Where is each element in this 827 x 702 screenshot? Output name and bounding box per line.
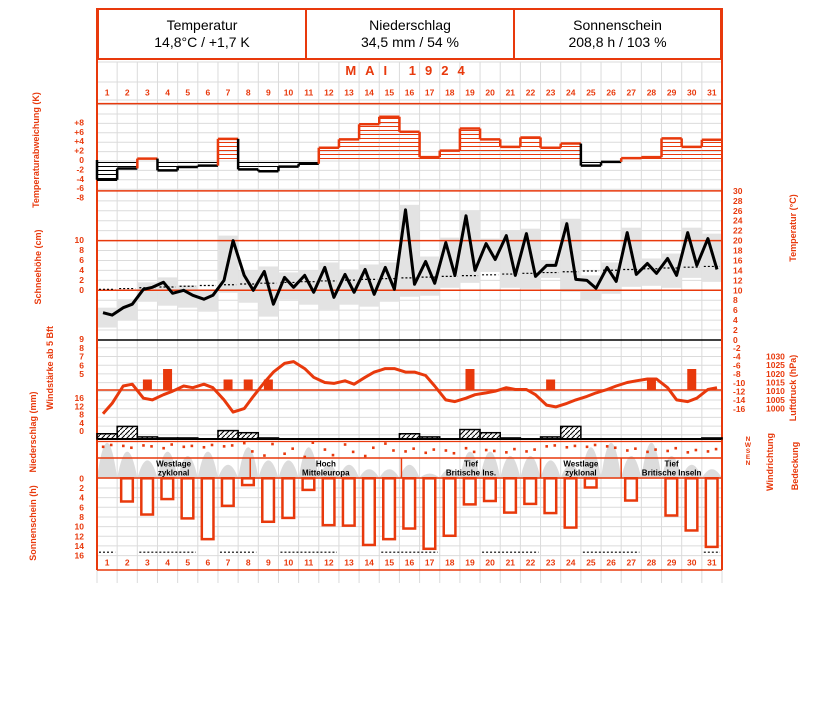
header-precipitation <box>307 8 513 60</box>
svg-text:4: 4 <box>165 557 170 568</box>
svg-text:-6: -6 <box>76 183 84 194</box>
svg-text:2: 2 <box>733 325 738 336</box>
header-sunshine-title: Sonnenschein <box>573 17 662 33</box>
svg-text:Tief: Tief <box>463 459 479 469</box>
svg-text:zyklonal: zyklonal <box>565 468 597 478</box>
svg-text:9: 9 <box>266 557 271 568</box>
svg-text:8: 8 <box>79 245 84 255</box>
svg-text:14: 14 <box>364 557 374 568</box>
svg-text:+4: +4 <box>74 136 84 147</box>
svg-text:26: 26 <box>606 87 616 98</box>
svg-text:23: 23 <box>545 557 556 568</box>
svg-text:13: 13 <box>344 557 354 568</box>
svg-text:4: 4 <box>79 417 84 428</box>
svg-text:-6: -6 <box>733 360 741 371</box>
svg-text:6: 6 <box>205 87 211 98</box>
svg-text:0: 0 <box>79 473 84 484</box>
svg-text:Britische Inseln: Britische Inseln <box>641 468 702 478</box>
svg-text:-8: -8 <box>733 369 741 380</box>
svg-text:8: 8 <box>733 295 738 306</box>
svg-text:27: 27 <box>626 87 637 98</box>
svg-text:11: 11 <box>304 87 314 98</box>
svg-text:10: 10 <box>283 87 294 98</box>
svg-text:15: 15 <box>384 87 395 98</box>
svg-text:1030: 1030 <box>766 351 785 362</box>
svg-text:14: 14 <box>74 540 84 551</box>
svg-text:19: 19 <box>465 557 475 568</box>
precipitation-bars <box>97 426 722 439</box>
svg-text:12: 12 <box>74 401 84 412</box>
svg-text:11: 11 <box>304 557 314 568</box>
axis-label-wind-direction: Windrichtung <box>765 433 775 491</box>
svg-text:28: 28 <box>646 87 657 98</box>
svg-text:10: 10 <box>283 557 294 568</box>
svg-text:12: 12 <box>74 531 84 542</box>
pressure-curve <box>103 362 717 414</box>
svg-text:1: 1 <box>104 557 110 568</box>
svg-text:Westlage: Westlage <box>156 459 192 469</box>
svg-text:0: 0 <box>733 335 738 345</box>
axis-label-wind-strength: Windstärke ab 5 Bft <box>45 326 55 410</box>
svg-text:N: N <box>745 460 751 467</box>
svg-text:18: 18 <box>445 87 455 98</box>
svg-text:31: 31 <box>707 557 717 568</box>
svg-text:S: S <box>745 448 751 455</box>
svg-text:+8: +8 <box>74 117 84 128</box>
svg-text:12: 12 <box>324 557 334 568</box>
svg-text:1010: 1010 <box>766 386 785 397</box>
svg-text:16: 16 <box>74 550 84 561</box>
svg-text:24: 24 <box>733 215 743 226</box>
svg-text:20: 20 <box>485 87 495 98</box>
header-temperature-title: Temperatur <box>166 17 238 33</box>
svg-text:Mitteleuropa: Mitteleuropa <box>302 468 350 478</box>
svg-text:1015: 1015 <box>766 377 785 388</box>
svg-text:30: 30 <box>687 557 697 568</box>
svg-text:30: 30 <box>733 185 743 196</box>
svg-text:0: 0 <box>79 285 84 295</box>
svg-text:-2: -2 <box>76 164 84 175</box>
svg-text:2: 2 <box>124 557 130 568</box>
header-temperature <box>99 8 305 60</box>
svg-text:7: 7 <box>225 557 231 568</box>
svg-text:29: 29 <box>666 557 677 568</box>
svg-text:18: 18 <box>733 245 743 256</box>
svg-text:21: 21 <box>505 557 516 568</box>
svg-text:4: 4 <box>79 492 84 503</box>
svg-text:8: 8 <box>79 342 84 353</box>
svg-text:1005: 1005 <box>766 394 785 405</box>
header-precipitation-title: Niederschlag <box>369 17 451 33</box>
svg-text:zyklonal: zyklonal <box>157 468 190 478</box>
axis-label-precipitation: Niederschlag (mm) <box>28 391 38 473</box>
svg-text:14: 14 <box>733 265 743 276</box>
svg-text:12: 12 <box>733 275 743 286</box>
svg-text:28: 28 <box>733 195 743 206</box>
header-temperature-value: 14,8°C / +1,7 K <box>154 34 250 50</box>
svg-text:17: 17 <box>424 87 435 98</box>
svg-text:7: 7 <box>225 87 231 98</box>
svg-text:-16: -16 <box>733 403 746 414</box>
svg-text:26: 26 <box>606 557 616 568</box>
svg-text:21: 21 <box>505 87 516 98</box>
axis-label-temperature-right: Temperatur (°C) <box>788 194 798 262</box>
svg-text:Westlage: Westlage <box>563 459 599 469</box>
svg-text:3: 3 <box>145 557 150 568</box>
svg-text:7: 7 <box>79 351 84 362</box>
svg-text:16: 16 <box>404 557 415 568</box>
svg-text:5: 5 <box>79 369 84 379</box>
svg-text:-4: -4 <box>76 173 84 184</box>
svg-text:6: 6 <box>733 305 738 316</box>
svg-text:6: 6 <box>79 255 84 265</box>
svg-text:8: 8 <box>79 409 84 420</box>
svg-text:6: 6 <box>205 557 211 568</box>
svg-text:1000: 1000 <box>766 403 785 414</box>
svg-text:1025: 1025 <box>766 360 785 371</box>
svg-text:22: 22 <box>525 87 536 98</box>
svg-text:15: 15 <box>384 557 395 568</box>
svg-text:+2: +2 <box>74 145 84 156</box>
svg-text:20: 20 <box>733 235 743 246</box>
svg-text:24: 24 <box>566 557 576 568</box>
svg-text:26: 26 <box>733 205 743 216</box>
svg-text:Hoch: Hoch <box>315 459 336 469</box>
axis-label-cloud-cover: Bedeckung <box>790 441 800 491</box>
svg-text:9: 9 <box>79 334 84 345</box>
svg-text:1: 1 <box>104 87 110 98</box>
svg-text:-10: -10 <box>733 377 746 388</box>
svg-text:6: 6 <box>79 502 84 513</box>
svg-text:E: E <box>745 454 751 461</box>
page-title: MAI 1924 <box>345 63 474 78</box>
svg-text:13: 13 <box>344 87 354 98</box>
svg-text:-14: -14 <box>733 395 746 406</box>
svg-text:25: 25 <box>586 557 596 568</box>
svg-text:10: 10 <box>74 521 84 532</box>
svg-text:4: 4 <box>165 87 170 98</box>
svg-text:6: 6 <box>79 360 84 371</box>
svg-text:10: 10 <box>74 235 84 245</box>
svg-text:8: 8 <box>245 557 251 568</box>
svg-text:3: 3 <box>145 87 150 98</box>
wind-direction-dots <box>102 441 718 458</box>
svg-text:4: 4 <box>733 315 738 326</box>
svg-text:31: 31 <box>707 87 717 98</box>
svg-text:-12: -12 <box>733 386 746 397</box>
svg-text:N: N <box>745 436 751 443</box>
svg-text:1020: 1020 <box>766 368 785 379</box>
axis-label-sunshine: Sonnenschein (h) <box>28 485 38 561</box>
svg-text:19: 19 <box>465 87 475 98</box>
svg-text:16: 16 <box>404 87 415 98</box>
svg-text:17: 17 <box>424 557 435 568</box>
svg-text:22: 22 <box>525 557 536 568</box>
svg-text:18: 18 <box>445 557 455 568</box>
svg-text:8: 8 <box>79 511 84 522</box>
svg-text:-2: -2 <box>733 343 741 353</box>
svg-text:25: 25 <box>586 87 596 98</box>
svg-text:30: 30 <box>687 87 697 98</box>
svg-text:5: 5 <box>185 87 191 98</box>
svg-text:27: 27 <box>626 557 637 568</box>
svg-text:20: 20 <box>485 557 495 568</box>
axis-label-temperature-deviation: Temperaturabweichung (K) <box>31 92 41 208</box>
svg-text:16: 16 <box>733 255 743 266</box>
svg-text:W: W <box>744 442 752 449</box>
svg-text:8: 8 <box>245 87 251 98</box>
svg-text:0: 0 <box>79 426 84 436</box>
svg-text:14: 14 <box>364 87 374 98</box>
svg-text:4: 4 <box>79 265 84 275</box>
svg-text:2: 2 <box>79 482 84 493</box>
axis-label-snow-depth: Schneehöhe (cm) <box>33 229 43 305</box>
svg-text:+6: +6 <box>74 126 84 137</box>
svg-text:22: 22 <box>733 225 743 236</box>
axis-label-pressure: Luftdruck (hPa) <box>788 354 798 422</box>
svg-text:24: 24 <box>566 87 576 98</box>
svg-text:28: 28 <box>646 557 657 568</box>
svg-text:10: 10 <box>733 285 743 296</box>
svg-text:-8: -8 <box>76 192 84 203</box>
temperature-minmax-band <box>97 205 722 328</box>
svg-text:16: 16 <box>74 393 84 404</box>
svg-text:9: 9 <box>266 87 271 98</box>
svg-text:29: 29 <box>666 87 677 98</box>
svg-text:23: 23 <box>545 87 556 98</box>
svg-text:0: 0 <box>79 155 84 165</box>
svg-text:2: 2 <box>79 275 84 285</box>
svg-text:12: 12 <box>324 87 334 98</box>
svg-text:Britische Ins.: Britische Ins. <box>445 468 497 478</box>
header-precipitation-value: 34,5 mm / 54 % <box>360 34 460 50</box>
svg-text:2: 2 <box>124 87 130 98</box>
header-sunshine <box>515 8 720 60</box>
svg-text:5: 5 <box>185 557 191 568</box>
svg-text:-4: -4 <box>733 351 741 362</box>
svg-text:Tief: Tief <box>664 459 679 469</box>
header-sunshine-value: 208,8 h / 103 % <box>568 34 667 50</box>
